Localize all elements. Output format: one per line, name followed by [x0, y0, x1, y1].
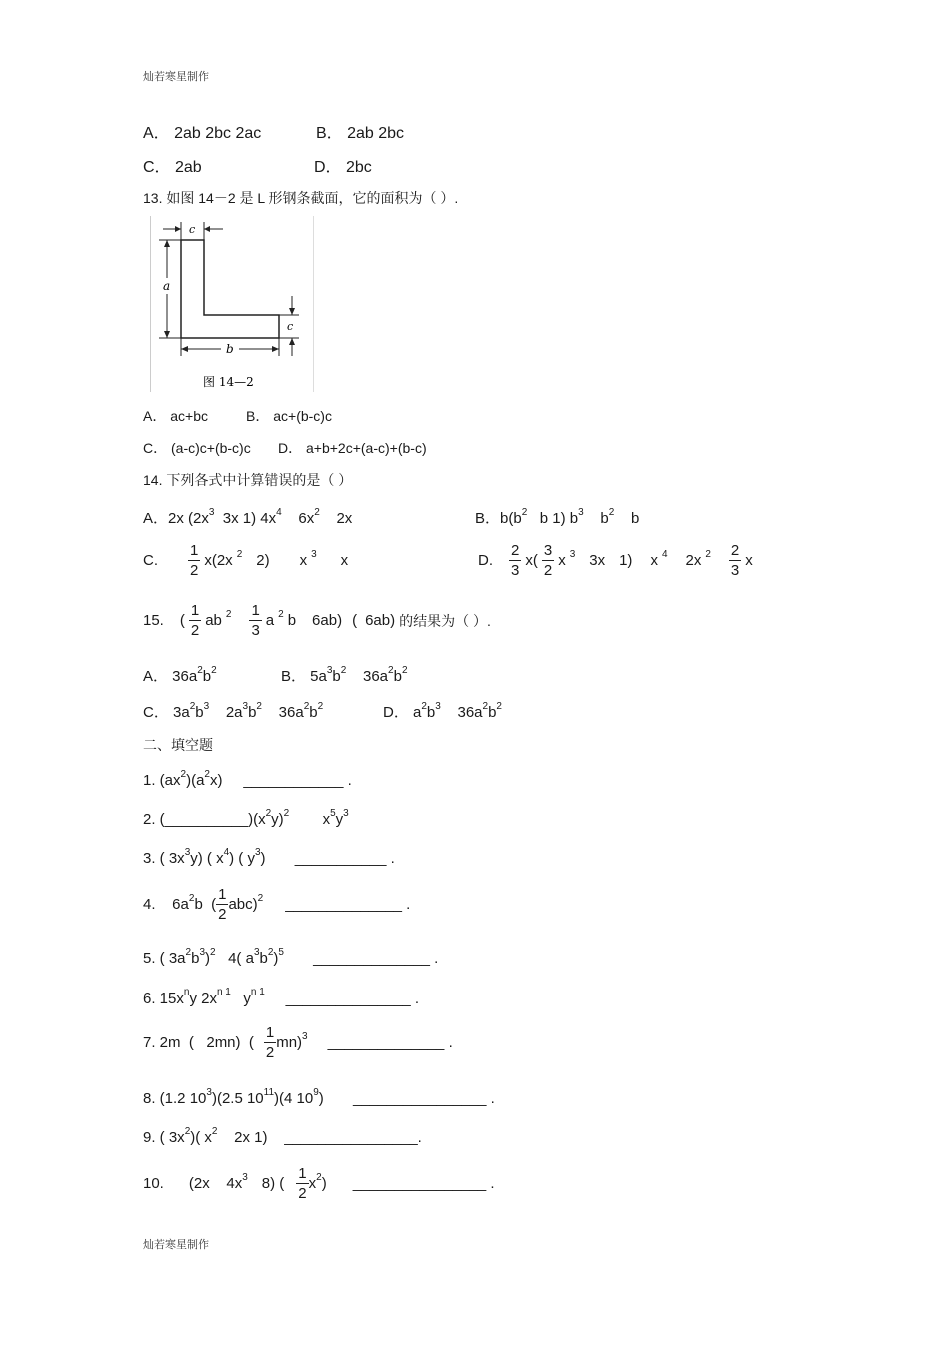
q12-option-c: C． 2ab — [143, 159, 202, 176]
l-shape-diagram — [151, 216, 313, 392]
page-header: 灿若寒星制作 — [143, 71, 209, 83]
q13-stem: 13. 如图 14－2 是 L 形钢条截面，它的面积为（ ）. — [143, 190, 459, 206]
label-c-right: c — [287, 320, 294, 333]
label-a: a — [163, 279, 171, 293]
figure-caption: 图 14—2 — [203, 375, 254, 389]
fill-q5: 5. ( $3a^2b^3)^2$ 4( $a^3b^2)^5$ ______________ . — [143, 947, 439, 967]
fill-q3: 3. ( $3x^3y$) ( $x^4$) ( $y^3$) ___________ . — [143, 847, 395, 867]
q15-option-c: C． $3a^2b^3$ $2a^3b^2$ $36a^2b^2$ — [143, 701, 324, 721]
q13-option-b: B． ac+(b-c)c — [246, 408, 332, 424]
fill-q9: 9. ( $3x^2$)( $x^2$ 2x 1) ________________. — [143, 1126, 422, 1146]
q14-stem: 14. 下列各式中计算错误的是（ ） — [143, 472, 353, 488]
q13-option-c: C． (a-c)c+(b-c)c — [143, 440, 251, 456]
q13-option-a: A． ac+bc — [143, 408, 208, 424]
q12-option-d: D． 2bc — [314, 159, 372, 176]
label-b: b — [226, 342, 234, 356]
fill-q8: 8. (1.2 $10^3)(2.5$ $10^{11})(4$ $10^9$) ________________ . — [143, 1087, 495, 1107]
fill-q1: 1. $(ax^2)(a^2x)$ ____________ . — [143, 769, 352, 789]
q15-option-a: A． $36a^2b^2$ — [143, 665, 217, 685]
page-footer: 灿若寒星制作 — [143, 1239, 209, 1251]
q15-option-b: B． $5a^3b^2$ $36a^2b^2$ — [281, 665, 408, 685]
fill-q6: 6. $15x^ny$ $2x^{n 1}$ $y^{n 1}$ _______________ . — [143, 987, 420, 1007]
l-shape-figure — [150, 216, 314, 392]
q14-option-b: B．$b(b^2$ b 1) $b^3$ $b^2$ b — [475, 507, 640, 527]
q12-option-a: A． 2ab 2bc 2ac — [143, 125, 262, 142]
q15-option-d: D． $a^2b^3$ $36a^2b^2$ — [383, 701, 502, 721]
q12-option-b: B． 2ab 2bc — [316, 125, 405, 142]
q13-option-d: D． a+b+2c+(a-c)+(b-c) — [278, 440, 427, 456]
q14-option-c: C. $\frac{1}{2}$ x(2x 2 2) x 3 x — [143, 542, 349, 579]
fill-q7: 7. 2m ( 2mn) ( $\frac{1}{2}$ mn) 3 ______________ . — [143, 1024, 453, 1061]
label-c-top: c — [189, 223, 196, 236]
q15-stem: 15. ( $\frac{1}{2}$ ab 2 $\frac{1}{3}$ a 2 b 6ab) ( 6ab) 的结果为（ ）. — [143, 602, 491, 639]
fill-q4: 4. 6a 2 b ( $\frac{1}{2}$ abc) 2 ______________ . — [143, 886, 411, 923]
q14-option-a: A．2x ($2x^3$ 3x 1) $4x^4$ $6x^2$ 2x — [143, 507, 353, 527]
section-title: 二、填空题 — [143, 737, 213, 753]
fill-q2: 2. $(\_\_\_\_\_\_\_\_\_\_)(x^2y)^2$ $x^5y^3$ — [143, 808, 349, 828]
q14-option-d: D. $\frac{2}{3}$ x( $\frac{3}{2}$ x 3 3x 1) x 4 2x 2 $\frac{2}{3}$ x — [478, 542, 753, 579]
fill-q10: 10. (2x 4x 3 8) ( $\frac{1}{2}$ x 2 ) ________________ . — [143, 1165, 495, 1202]
